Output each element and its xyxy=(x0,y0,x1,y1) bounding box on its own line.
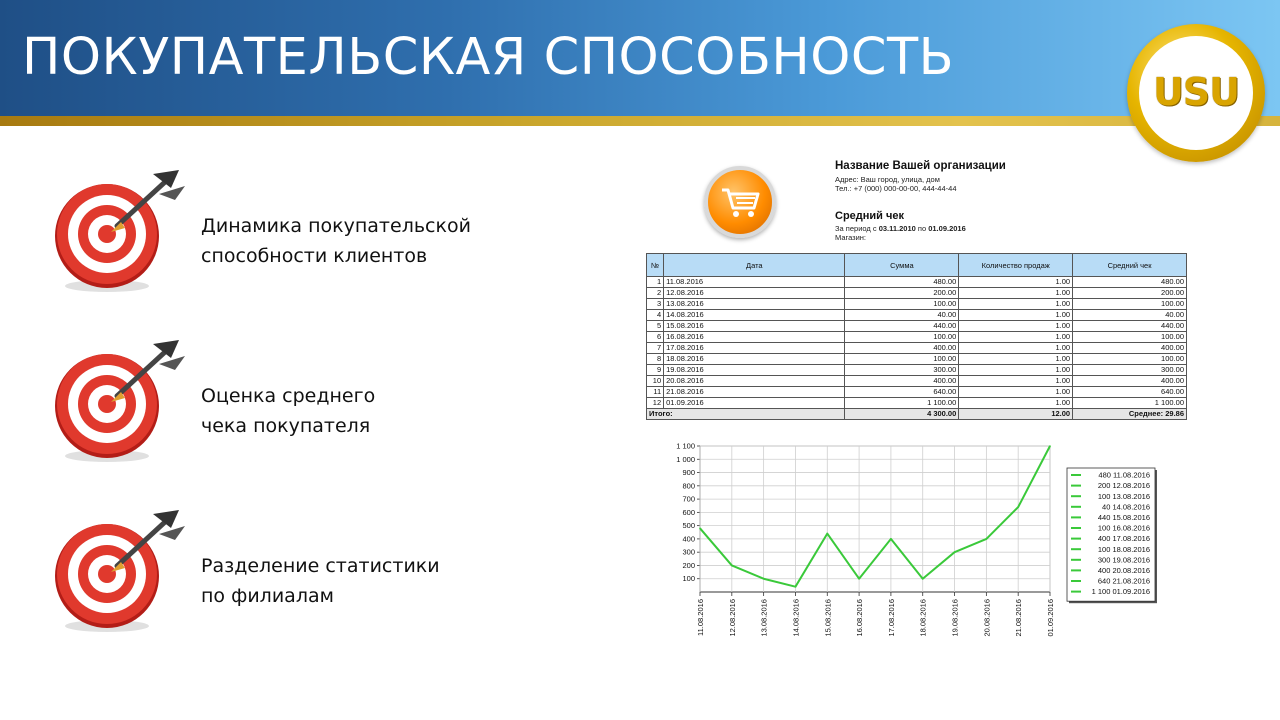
legend-entry: 480 11.08.2016 xyxy=(1098,470,1150,480)
table-row xyxy=(647,354,1187,365)
cell-count: 1.00 xyxy=(959,277,1073,288)
cell-count: 1.00 xyxy=(959,354,1073,365)
table-row xyxy=(647,332,1187,343)
legend-entry: 400 20.08.2016 xyxy=(1097,566,1150,575)
data-point xyxy=(1017,506,1019,508)
period-prefix: За период с xyxy=(835,224,879,233)
feature-label-line: способности клиентов xyxy=(201,245,428,267)
table-row xyxy=(647,277,1187,288)
y-tick-label: 1 000 xyxy=(676,454,695,464)
report-document xyxy=(646,150,1191,650)
cell-count: 1.00 xyxy=(959,332,1073,343)
y-tick-label: 100 xyxy=(682,574,695,584)
cell-count: 1.00 xyxy=(959,365,1073,376)
feature-label xyxy=(201,211,471,271)
x-tick-label: 19.08.2016 xyxy=(950,599,960,637)
cell-sum: 100.00 xyxy=(845,299,959,310)
y-tick-label: 300 xyxy=(682,547,695,557)
feature-label-line: чека покупателя xyxy=(201,415,371,437)
organization-name: Название Вашей организации xyxy=(835,160,1006,172)
cell-number: 3 xyxy=(647,299,664,310)
cell-sum: 1 100.00 xyxy=(845,398,959,409)
cell-avg: 100.00 xyxy=(1073,299,1187,310)
cell-number: 2 xyxy=(647,288,664,299)
x-tick-label: 20.08.2016 xyxy=(982,599,992,637)
cell-count: 1.00 xyxy=(959,398,1073,409)
cell-date: 19.08.2016 xyxy=(664,365,845,376)
logo-text: USU xyxy=(1152,70,1240,114)
cell-date: 13.08.2016 xyxy=(664,299,845,310)
cell-avg: 400.00 xyxy=(1073,376,1187,387)
cell-date: 21.08.2016 xyxy=(664,387,845,398)
report-table-body xyxy=(647,277,1187,420)
total-average: Среднее: 29.86 xyxy=(1073,409,1187,420)
feature-label xyxy=(201,551,440,611)
y-tick-label: 400 xyxy=(682,534,695,544)
usu-logo xyxy=(1127,24,1265,162)
cell-date: 16.08.2016 xyxy=(664,332,845,343)
y-tick-label: 800 xyxy=(682,481,695,491)
data-point xyxy=(922,578,924,580)
cell-number: 12 xyxy=(647,398,664,409)
dart-target-icon xyxy=(55,508,195,638)
cell-count: 1.00 xyxy=(959,387,1073,398)
cell-avg: 640.00 xyxy=(1073,387,1187,398)
col-header-date: Дата xyxy=(664,254,845,277)
legend-entry: 200 12.08.2016 xyxy=(1097,481,1150,491)
feature-label xyxy=(201,381,375,441)
average-check-line-chart xyxy=(646,435,1191,650)
cell-sum: 480.00 xyxy=(845,277,959,288)
feature-item xyxy=(55,508,535,648)
cell-number: 11 xyxy=(647,387,664,398)
cell-sum: 40.00 xyxy=(845,310,959,321)
total-sum: 4 300.00 xyxy=(845,409,959,420)
organization-address: Адрес: Ваш город, улица, дом xyxy=(835,175,940,184)
dart-target-icon xyxy=(55,168,195,298)
data-point xyxy=(826,533,828,535)
table-header-row xyxy=(647,254,1187,277)
x-tick-label: 18.08.2016 xyxy=(918,599,928,637)
cell-date: 01.09.2016 xyxy=(664,398,845,409)
cell-date: 11.08.2016 xyxy=(664,277,845,288)
x-tick-label: 11.08.2016 xyxy=(696,599,705,636)
legend-entry: 100 13.08.2016 xyxy=(1097,491,1150,501)
page-title: ПОКУПАТЕЛЬСКАЯ СПОСОБНОСТЬ xyxy=(22,28,955,87)
table-row xyxy=(647,310,1187,321)
table-row xyxy=(647,321,1187,332)
cell-number: 9 xyxy=(647,365,664,376)
col-header-sum: Сумма xyxy=(845,254,959,277)
data-point xyxy=(986,538,988,540)
report-shop: Магазин: xyxy=(835,233,867,242)
cell-number: 5 xyxy=(647,321,664,332)
legend-entry: 1 100 01.09.2016 xyxy=(1091,587,1150,597)
x-tick-label: 21.08.2016 xyxy=(1014,599,1024,637)
cell-number: 6 xyxy=(647,332,664,343)
cell-date: 20.08.2016 xyxy=(664,376,845,387)
cell-avg: 300.00 xyxy=(1073,365,1187,376)
data-point xyxy=(699,527,701,529)
cell-number: 1 xyxy=(647,277,664,288)
report-period xyxy=(835,224,966,233)
cell-number: 4 xyxy=(647,310,664,321)
period-from: 03.11.2010 xyxy=(878,224,916,233)
table-total-row xyxy=(647,409,1187,420)
legend-entry: 400 17.08.2016 xyxy=(1097,534,1150,544)
x-tick-label: 15.08.2016 xyxy=(823,599,833,637)
cell-count: 1.00 xyxy=(959,343,1073,354)
x-tick-label: 13.08.2016 xyxy=(759,599,769,637)
cell-date: 18.08.2016 xyxy=(664,354,845,365)
cell-avg: 100.00 xyxy=(1073,354,1187,365)
x-tick-label: 16.08.2016 xyxy=(855,599,865,637)
data-point xyxy=(890,538,892,540)
data-point xyxy=(954,551,956,553)
y-tick-label: 1 100 xyxy=(676,441,695,451)
cell-count: 1.00 xyxy=(959,310,1073,321)
cell-date: 12.08.2016 xyxy=(664,288,845,299)
header-stripe xyxy=(0,116,1280,126)
y-tick-label: 700 xyxy=(682,494,695,504)
data-point xyxy=(795,586,797,588)
cell-avg: 1 100.00 xyxy=(1073,398,1187,409)
dart-target-icon xyxy=(55,338,195,468)
cell-sum: 440.00 xyxy=(845,321,959,332)
col-header-count: Количество продаж xyxy=(959,254,1073,277)
table-row xyxy=(647,387,1187,398)
logo-inner-circle xyxy=(1139,36,1253,150)
cell-count: 1.00 xyxy=(959,376,1073,387)
x-tick-label: 14.08.2016 xyxy=(791,599,801,637)
cell-count: 1.00 xyxy=(959,299,1073,310)
data-point xyxy=(1049,445,1051,447)
feature-item xyxy=(55,168,535,308)
legend-entry: 300 19.08.2016 xyxy=(1097,555,1150,565)
legend-entry: 440 15.08.2016 xyxy=(1097,513,1150,522)
cell-number: 7 xyxy=(647,343,664,354)
cell-avg: 200.00 xyxy=(1073,288,1187,299)
cell-sum: 400.00 xyxy=(845,343,959,354)
feature-label-line: Разделение статистики xyxy=(201,555,440,577)
y-tick-label: 900 xyxy=(682,468,695,478)
cell-sum: 200.00 xyxy=(845,288,959,299)
cell-date: 14.08.2016 xyxy=(664,310,845,321)
cell-sum: 400.00 xyxy=(845,376,959,387)
cell-number: 10 xyxy=(647,376,664,387)
table-row xyxy=(647,299,1187,310)
y-tick-label: 200 xyxy=(682,560,695,570)
cell-avg: 480.00 xyxy=(1073,277,1187,288)
legend-entry: 40 14.08.2016 xyxy=(1102,502,1150,512)
table-row xyxy=(647,343,1187,354)
table-row xyxy=(647,365,1187,376)
cell-sum: 100.00 xyxy=(845,332,959,343)
cell-sum: 100.00 xyxy=(845,354,959,365)
col-header-number: № xyxy=(647,254,664,277)
table-row xyxy=(647,376,1187,387)
data-point xyxy=(858,578,860,580)
legend-entry: 100 16.08.2016 xyxy=(1097,523,1150,533)
table-row xyxy=(647,398,1187,409)
feature-item xyxy=(55,338,535,478)
table-row xyxy=(647,288,1187,299)
cell-date: 17.08.2016 xyxy=(664,343,845,354)
data-point xyxy=(731,565,733,567)
shopping-cart-icon xyxy=(704,166,776,238)
cell-number: 8 xyxy=(647,354,664,365)
y-tick-label: 500 xyxy=(682,521,695,531)
feature-label-line: Оценка среднего xyxy=(201,385,376,407)
legend-entry: 100 18.08.2016 xyxy=(1097,544,1150,554)
legend-entry: 640 21.08.2016 xyxy=(1097,576,1150,586)
cell-sum: 300.00 xyxy=(845,365,959,376)
report-title: Средний чек xyxy=(835,210,904,222)
cell-avg: 40.00 xyxy=(1073,310,1187,321)
total-label: Итого: xyxy=(647,409,845,420)
organization-phone: Тел.: +7 (000) 000-00-00, 444-44-44 xyxy=(835,184,957,193)
feature-label-line: по филиалам xyxy=(201,585,334,607)
x-tick-label: 17.08.2016 xyxy=(886,599,896,637)
cell-sum: 640.00 xyxy=(845,387,959,398)
cell-count: 1.00 xyxy=(959,288,1073,299)
cell-avg: 440.00 xyxy=(1073,321,1187,332)
cart-glyph xyxy=(708,170,772,234)
period-to: 01.09.2016 xyxy=(928,224,966,233)
cell-date: 15.08.2016 xyxy=(664,321,845,332)
cell-avg: 400.00 xyxy=(1073,343,1187,354)
col-header-avg: Средний чек xyxy=(1073,254,1187,277)
cell-count: 1.00 xyxy=(959,321,1073,332)
x-tick-label: 01.09.2016 xyxy=(1046,599,1055,637)
cell-avg: 100.00 xyxy=(1073,332,1187,343)
total-count: 12.00 xyxy=(959,409,1073,420)
data-point xyxy=(763,578,765,580)
report-table xyxy=(646,253,1187,420)
x-tick-label: 12.08.2016 xyxy=(727,599,737,637)
feature-label-line: Динамика покупательской xyxy=(201,215,471,237)
plot-area xyxy=(700,446,1050,592)
period-mid: по xyxy=(915,224,929,233)
y-tick-label: 600 xyxy=(682,507,695,517)
